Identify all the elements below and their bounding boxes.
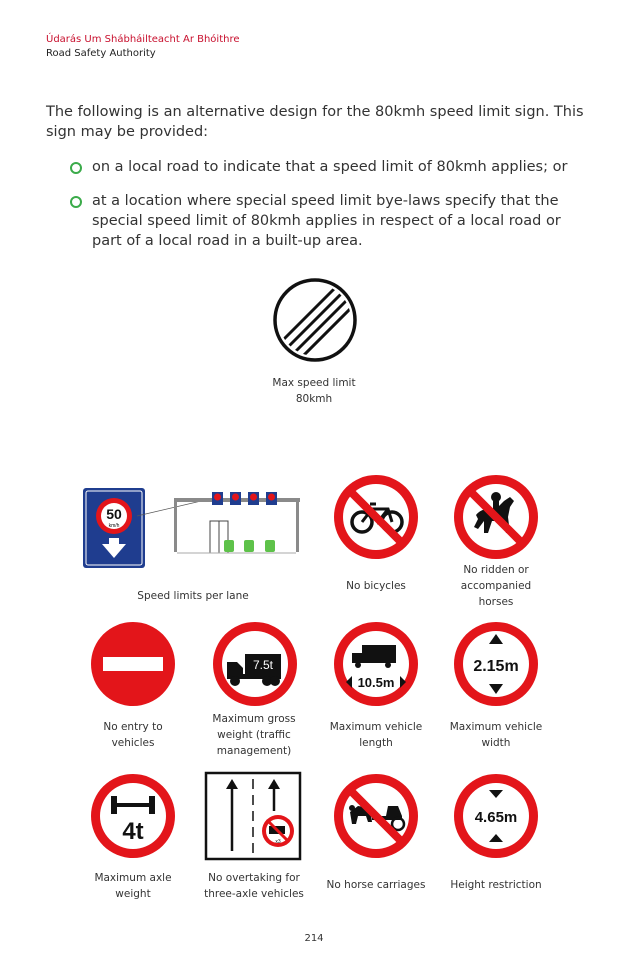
no-overtaking-three-axle-sign bbox=[204, 771, 302, 861]
lane-speed-unit: km/h bbox=[108, 523, 120, 529]
height-caption: Height restriction bbox=[450, 879, 542, 891]
no-entry-caption: No entry to vehicles bbox=[103, 721, 163, 749]
horses-caption: No ridden or accompanied horses bbox=[460, 564, 532, 608]
no-bicycles-sign bbox=[332, 473, 420, 561]
no-entry-sign bbox=[89, 620, 177, 708]
bullet-icon bbox=[70, 196, 82, 208]
overtaking-caption: No overtaking for three-axle vehicles bbox=[204, 872, 304, 900]
lanes-caption: Speed limits per lane bbox=[137, 590, 249, 602]
gross-weight-value: 7.5t bbox=[252, 658, 274, 672]
bullet-text: at a location where special speed limit bye-laws specify that the special speed limit of 80kmh applies in respect of a local road or part of a local road in a built-up area. bbox=[92, 193, 561, 249]
lane-speed-sign bbox=[82, 486, 304, 570]
max-length-sign bbox=[332, 620, 420, 708]
no-horses-sign bbox=[452, 473, 540, 561]
list-item bbox=[70, 157, 570, 177]
bicycles-caption: No bicycles bbox=[346, 580, 406, 592]
bullet-text: on a local road to indicate that a speed limit of 80kmh applies; or bbox=[92, 159, 568, 175]
carriages-caption: No horse carriages bbox=[326, 879, 426, 891]
lane-speed-value: 50 bbox=[106, 506, 122, 522]
bullet-list bbox=[70, 157, 570, 265]
bullet-icon bbox=[70, 162, 82, 174]
length-caption: Maximum vehicle length bbox=[329, 721, 423, 749]
max-axle-weight-sign bbox=[89, 772, 177, 860]
agency-name-english: Road Safety Authority bbox=[46, 48, 156, 59]
intro-paragraph: The following is an alternative design for the 80kmh speed limit sign. This sign may be provided: bbox=[46, 104, 584, 140]
width-caption: Maximum vehicle width bbox=[449, 721, 543, 749]
axle-caption: Maximum axle weight bbox=[94, 872, 172, 900]
no-horse-carriages-sign bbox=[332, 772, 420, 860]
overtaking-value: x3 bbox=[275, 839, 281, 845]
list-item bbox=[70, 191, 570, 251]
agency-name-irish: Údarás Um Shábháilteacht Ar Bhóithre bbox=[46, 34, 240, 45]
length-value: 10.5m bbox=[357, 675, 395, 690]
axle-value: 4t bbox=[122, 818, 144, 845]
max-gross-weight-sign bbox=[211, 620, 299, 708]
max-width-sign bbox=[452, 620, 540, 708]
height-restriction-sign bbox=[452, 772, 540, 860]
main-sign-caption: Max speed limit 80kmh bbox=[272, 377, 356, 405]
width-value: 2.15m bbox=[473, 658, 519, 675]
page-number: 214 bbox=[304, 933, 324, 944]
height-value: 4.65m bbox=[474, 809, 518, 826]
gross-weight-caption: Maximum gross weight (traffic management) bbox=[212, 713, 296, 757]
max-speed-limit-sign bbox=[272, 277, 358, 363]
